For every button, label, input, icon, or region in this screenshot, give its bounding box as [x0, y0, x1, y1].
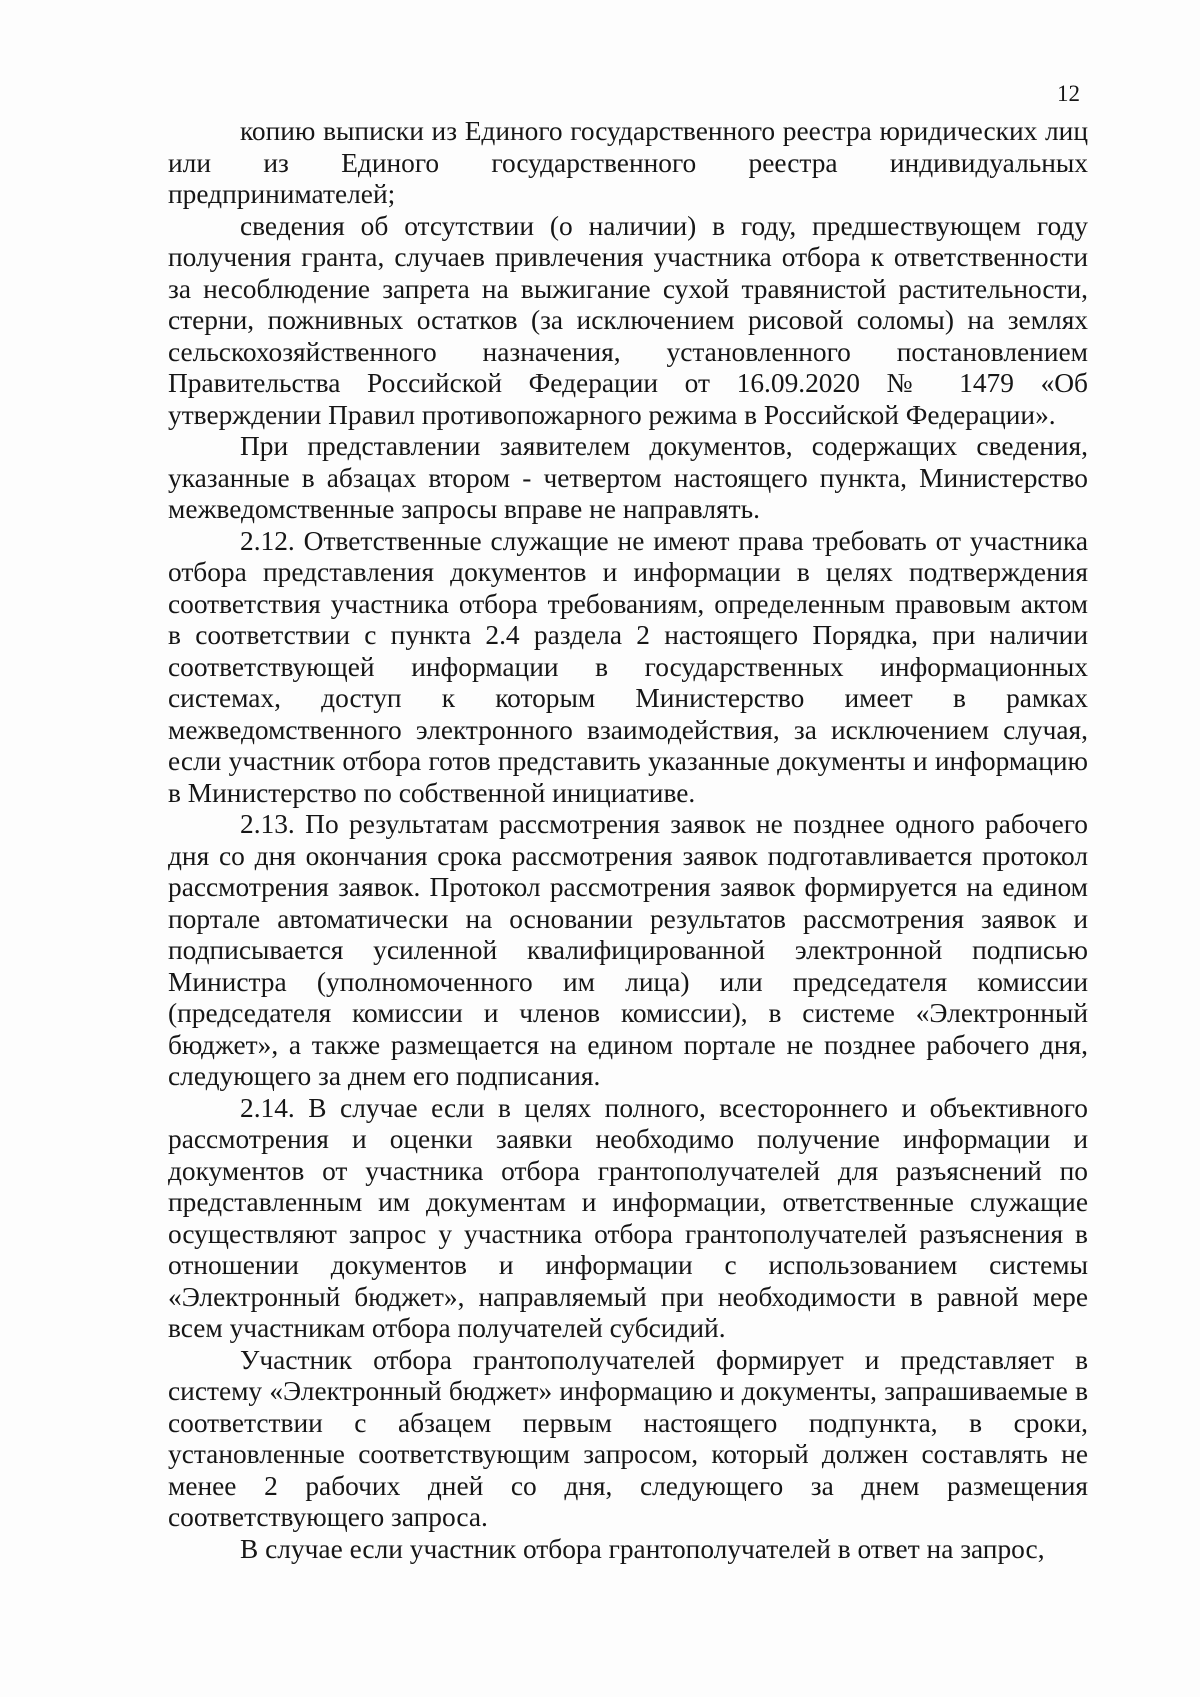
paragraph-participant-response: Участник отбора грантополучателей формирует и представляет в систему «Электронный бюджет» информацию и документы, запрашиваемые в соответствии с абзацем первым настоящего подпункта, в сроки, установленные соответствующим запросом, который должен составлять не менее 2 рабочих дней со дня, следующего за днем размещения соответствующего запроса. [168, 1344, 1088, 1532]
paragraph-egrul-extract: копию выписки из Единого государственного реестра юридических лиц или из Единого государственного реестра индивидуальных предпринимателей; [168, 116, 1088, 209]
paragraph-2-13: 2.13. По результатам рассмотрения заявок не позднее одного рабочего дня со дня окончания срока рассмотрения заявок подготавливается протокол рассмотрения заявок. Протокол рассмотрения заявок формируется на едином портале автоматически на основании результатов рассмотрения заявок и подписывается усиленной квалифицированной электронной подписью Министра (уполномоченного им лица) или председателя комиссии (председателя комиссии и членов комиссии), в системе «Электронный бюджет», а также размещается на едином портале не позднее рабочего дня, следующего за днем его подписания. [168, 809, 1088, 1091]
paragraph-interagency-requests: При представлении заявителем документов, содержащих сведения, указанные в абзацах втором - четвертом настоящего пункта, Министерство межведомственные запросы вправе не направлять. [168, 431, 1088, 524]
paragraph-2-14: 2.14. В случае если в целях полного, всестороннего и объективного рассмотрения и оценки заявки необходимо получение информации и документов от участника отбора грантополучателей для разъяснений по представленным им документам и информации, ответственные служащие осуществляют запрос у участника отбора грантополучателей разъяснения в отношении документов и информации с использованием системы «Электронный бюджет», направляемый при необходимости в равной мере всем участникам отбора получателей субсидий. [168, 1092, 1088, 1343]
document-body [168, 116, 1088, 1565]
paragraph-continuation: В случае если участник отбора грантополучателей в ответ на запрос, [240, 1533, 1045, 1564]
paragraph-2-12: 2.12. Ответственные служащие не имеют права требовать от участника отбора представления документов и информации в целях подтверждения соответствия участника отбора требованиям, определенным правовым актом в соответствии с пункта 2.4 раздела 2 настоящего Порядка, при наличии соответствующей информации в государственных информационных системах, доступ к которым Министерство имеет в рамках межведомственного электронного взаимодействия, за исключением случая, если участник отбора готов представить указанные документы и информацию в Министерство по собственной инициативе. [168, 525, 1088, 808]
page-number: 12 [1057, 81, 1080, 106]
paragraph-fire-safety-info: сведения об отсутствии (о наличии) в году, предшествующем году получения гранта, случаев привлечения участника отбора к ответственности за несоблюдение запрета на выжигание сухой травянистой растительности, стерни, пожнивных остатков (за исключением рисовой соломы) на землях сельскохозяйственного назначения, установленного постановлением Правительства Российской Федерации от 16.09.2020 № 1479 «Об утверждении Правил противопожарного режима в Российской Федерации». [168, 210, 1088, 430]
